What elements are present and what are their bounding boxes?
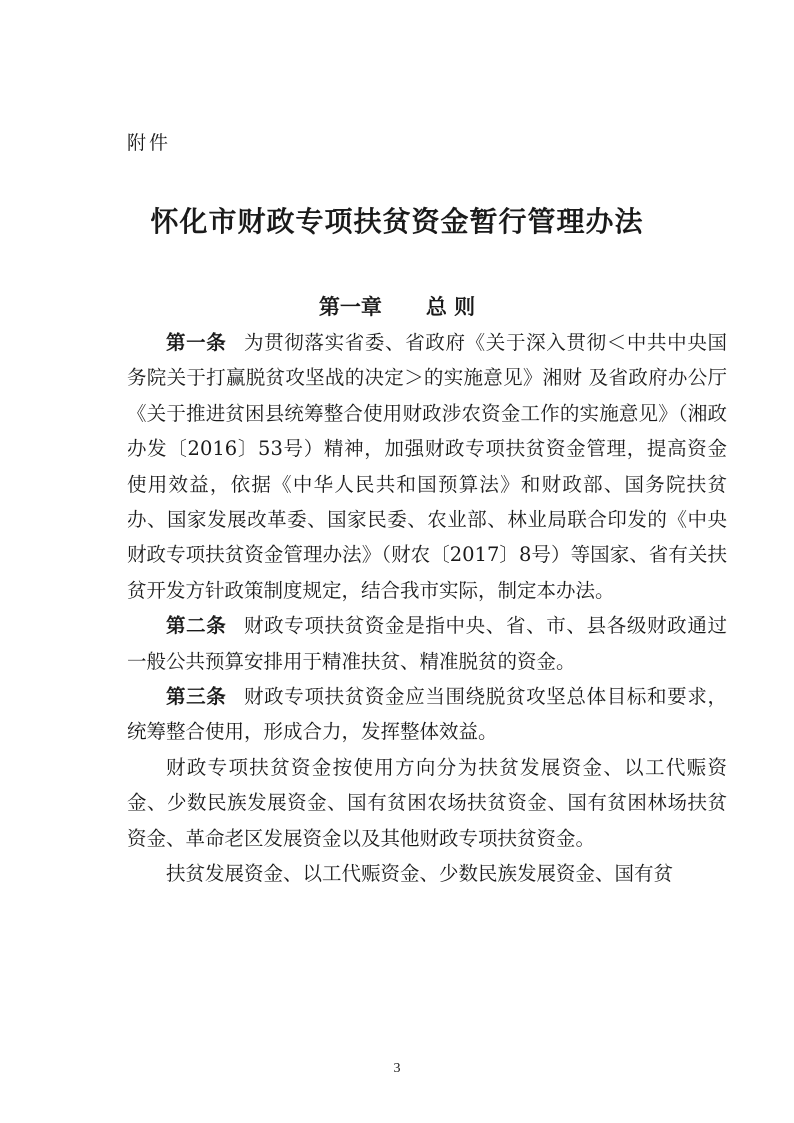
- paragraph-text: 扶贫发展资金、以工代赈资金、少数民族发展资金、国有贫: [166, 862, 674, 886]
- document-title: 怀化市财政专项扶贫资金暂行管理办法: [150, 205, 644, 238]
- paragraph-text: 财政专项扶贫资金是指中央、省、市、县各级财政通过一般公共预算安排用于精准扶贫、精准脱贫的资金。: [127, 614, 727, 673]
- document-body: [127, 325, 727, 892]
- paragraph-text: 为贯彻落实省委、省政府《关于深入贯彻＜中共中央国务院关于打赢脱贫攻坚战的决定＞的实施意见》湘财 及省政府办公厅《关于推进贫困县统筹整合使用财政涉农资金工作的实施意见》（湘政办发〔2016〕53号）精神，加强财政专项扶贫资金管理，提高资金使用效益，依据《中华人民共和国预算法》和财政部、国务院扶贫办、国家发展改革委、国家民委、农业部、林业局联合印发的《中央财政专项扶贫资金管理办法》（财农〔2017〕8号）等国家、省有关扶贫开发方针政策制度规定，结合我市实际，制定本办法。: [127, 331, 727, 602]
- article-label: 第三条: [166, 685, 227, 709]
- attachment-label: 附件: [127, 132, 172, 154]
- page-number: 3: [393, 1061, 401, 1076]
- paragraph: [127, 679, 727, 750]
- chapter-number: 第一章: [318, 295, 382, 319]
- paragraph: [127, 856, 727, 891]
- paragraph-text: 财政专项扶贫资金按使用方向分为扶贫发展资金、以工代赈资金、少数民族发展资金、国有贫困农场扶贫资金、国有贫困林场扶贫资金、革命老区发展资金以及其他财政专项扶贫资金。: [127, 755, 727, 850]
- paragraph-text: 财政专项扶贫资金应当围绕脱贫攻坚总体目标和要求，统筹整合使用，形成合力，发挥整体效益。: [127, 685, 727, 744]
- paragraph: [127, 325, 727, 608]
- chapter-heading: [0, 291, 794, 321]
- article-label: 第二条: [166, 614, 227, 638]
- paragraph: [127, 750, 727, 856]
- paragraph: [127, 608, 727, 679]
- article-label: 第一条: [166, 331, 227, 354]
- chapter-name: 总 则: [425, 295, 476, 319]
